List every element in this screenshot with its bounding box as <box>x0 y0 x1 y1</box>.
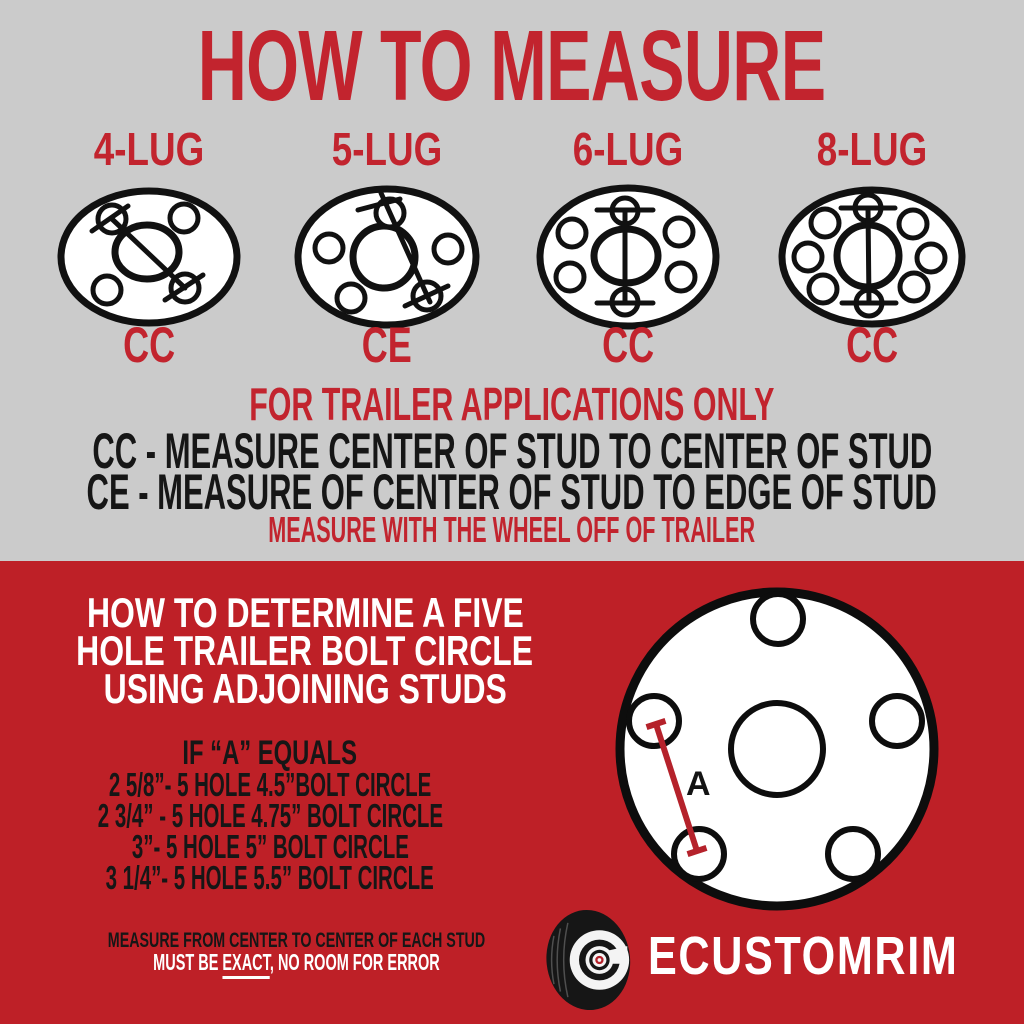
measure-note-line2 <box>6 951 586 974</box>
six-lug-hub-diagram <box>533 182 723 332</box>
measure-label-a: A <box>686 765 711 803</box>
lug-label-4: 4-LUG <box>93 123 205 175</box>
size-row-3: 3”- 5 HOLE 5” BOLT CIRCLE <box>131 828 409 865</box>
five-lug-hub-icon <box>292 182 482 332</box>
four-lug-hub-icon <box>54 182 244 332</box>
four-lug-hub-diagram <box>54 182 244 332</box>
five-hole-heading <box>15 589 595 712</box>
six-lug-hub-icon <box>533 182 723 332</box>
heading-line-1: HOW TO DETERMINE A FIVE <box>86 589 524 636</box>
measure-code-label-4: CC <box>123 317 175 373</box>
eight-lug-hub-icon <box>777 182 967 332</box>
note2-pre: MUST BE <box>152 949 222 975</box>
cc-definition: CC - MEASURE CENTER OF STUD TO CENTER OF STUD <box>92 423 932 479</box>
lug-label-6: 6-LUG <box>572 123 684 175</box>
measure-code-label-5: CE <box>361 317 413 373</box>
size-row-2: 2 3/4” - 5 HOLE 4.75” BOLT CIRCLE <box>97 797 443 834</box>
if-a-equals-heading: IF “A” EQUALS <box>182 734 358 772</box>
tire-wheel-icon <box>545 908 639 1012</box>
five-lug-hub-diagram <box>292 182 482 332</box>
lug-label-5: 5-LUG <box>331 123 443 175</box>
size-row-1: 2 5/8”- 5 HOLE 4.5”BOLT CIRCLE <box>108 766 432 803</box>
heading-line-2: HOLE TRAILER BOLT CIRCLE <box>76 627 534 674</box>
ce-definition: CE - MEASURE OF CENTER OF STUD TO EDGE OF STUD <box>86 464 938 520</box>
eight-lug-hub-diagram <box>777 182 967 332</box>
wheel-off-note: MEASURE WITH THE WHEEL OFF OF TRAILER <box>268 509 756 550</box>
measure-code-label-6: CC <box>602 317 654 373</box>
brand-name: ECUSTOMRIM <box>648 926 959 986</box>
applications-note: FOR TRAILER APPLICATIONS ONLY <box>249 378 775 430</box>
five-hole-diagram <box>610 582 944 916</box>
size-row-4: 3 1/4”- 5 HOLE 5.5” BOLT CIRCLE <box>105 859 435 896</box>
heading-line-3: USING ADJOINING STUDS <box>103 665 507 712</box>
five-hole-diagram-icon <box>610 582 944 916</box>
lug-label-8: 8-LUG <box>816 123 928 175</box>
page-title: HOW TO MEASURE <box>198 10 826 122</box>
measure-code-label-8: CC <box>846 317 898 373</box>
measure-note-line1: MEASURE FROM CENTER TO CENTER OF EACH STUD <box>107 929 485 952</box>
exact-underline: EXACT <box>222 949 270 979</box>
bolt-circle-size-list <box>0 766 540 896</box>
note2-post: , NO ROOM FOR ERROR <box>269 949 440 975</box>
